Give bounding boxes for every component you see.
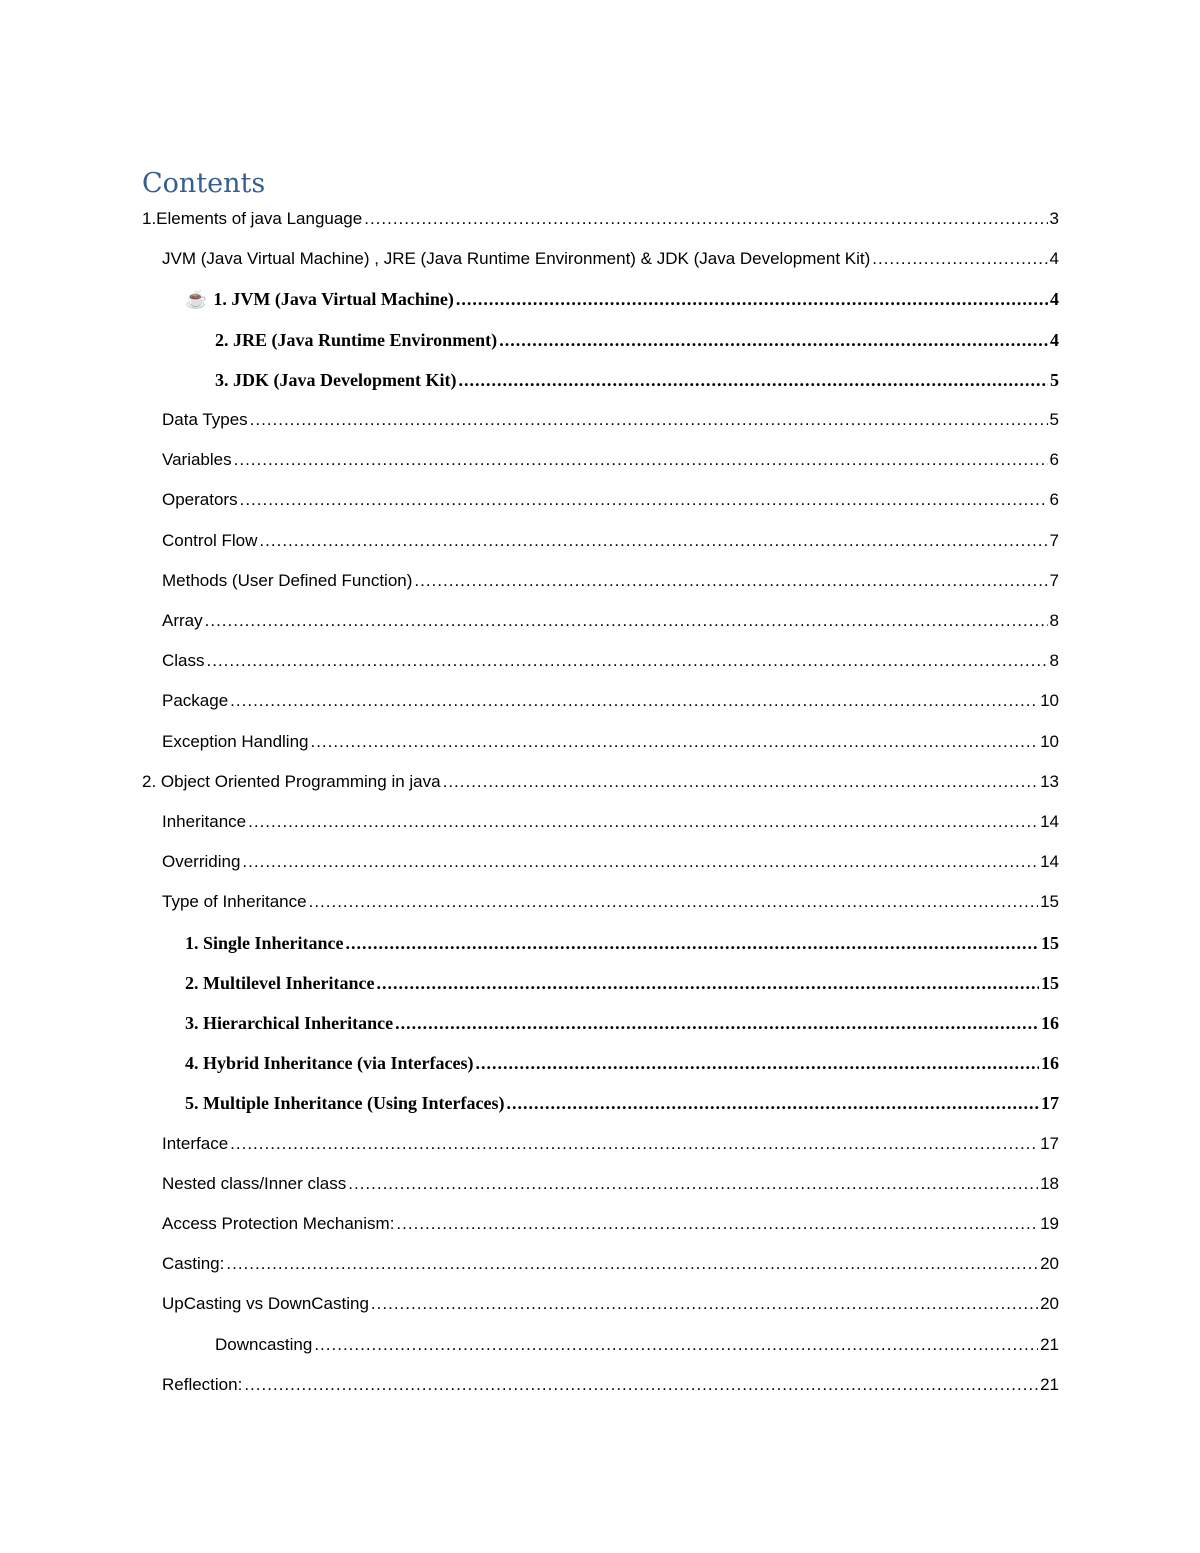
dot-leader <box>456 284 1048 314</box>
toc-page-number: 21 <box>1040 1334 1059 1354</box>
dot-leader <box>458 365 1048 395</box>
toc-entry[interactable] <box>162 1249 1059 1279</box>
dot-leader <box>250 405 1048 435</box>
toc-entry[interactable] <box>185 1048 1059 1078</box>
toc-page-number: 21 <box>1040 1374 1059 1394</box>
toc-entry-title: Data Types <box>162 410 248 429</box>
dot-leader <box>244 1370 1038 1400</box>
toc-entry[interactable] <box>162 405 1059 435</box>
toc-entry-title: Control Flow <box>162 530 258 550</box>
dot-leader <box>872 244 1047 274</box>
toc-entry-title: 2. Multilevel Inheritance <box>185 972 375 993</box>
dot-leader <box>346 928 1039 958</box>
toc-entry[interactable] <box>162 686 1059 716</box>
toc-entry-title: 2. Object Oriented Programming in java <box>142 771 441 791</box>
toc-page-number: 20 <box>1040 1254 1059 1274</box>
toc-page-number: 5 <box>1049 410 1059 429</box>
toc-heading: Contents <box>142 168 266 199</box>
toc-entry[interactable] <box>162 887 1059 917</box>
toc-entry[interactable] <box>185 284 1059 314</box>
toc-entry-title: Package <box>162 691 229 711</box>
dot-leader <box>309 887 1038 917</box>
toc-page-number: 6 <box>1049 490 1059 510</box>
toc-entry-title: Overriding <box>162 852 241 872</box>
toc-page-number: 10 <box>1040 731 1059 751</box>
toc-entry[interactable] <box>162 1169 1059 1199</box>
dot-leader <box>506 1088 1039 1118</box>
toc-entry[interactable] <box>162 566 1059 596</box>
dot-leader <box>259 526 1047 556</box>
toc-page-number: 16 <box>1041 1053 1059 1074</box>
toc-entry-title: Inheritance <box>162 812 247 831</box>
toc-page-number: 18 <box>1040 1173 1059 1193</box>
toc-entry-title: Class <box>162 651 205 671</box>
toc-page-number: 5 <box>1050 369 1059 390</box>
toc-entry-title: 1. JVM (Java Virtual Machine) <box>213 289 454 310</box>
dot-leader <box>242 847 1038 877</box>
dot-leader <box>230 686 1038 716</box>
dot-leader <box>364 204 1047 234</box>
toc-page-number: 8 <box>1049 611 1059 630</box>
toc-entry[interactable] <box>162 727 1059 757</box>
toc-entry[interactable] <box>162 807 1059 837</box>
toc-entry[interactable] <box>185 928 1059 958</box>
toc-entry[interactable] <box>162 526 1059 556</box>
toc-page-number: 17 <box>1040 1133 1059 1153</box>
dot-leader <box>248 807 1038 837</box>
toc-page-number: 14 <box>1040 852 1059 872</box>
toc-page-number: 3 <box>1049 209 1059 228</box>
dot-leader <box>314 1330 1038 1360</box>
toc-page-number: 15 <box>1041 972 1059 993</box>
coffee-cup-icon: ☕ <box>185 289 208 310</box>
toc-entry-title: JVM (Java Virtual Machine) , JRE (Java Runtime Environment) & JDK (Java Development Kit) <box>162 249 871 269</box>
toc-entry[interactable] <box>162 1289 1059 1319</box>
toc-entry-title: Exception Handling <box>162 731 309 751</box>
toc-page-number: 13 <box>1040 771 1059 791</box>
toc-page-number: 16 <box>1041 1013 1059 1033</box>
toc-entry-title: Methods (User Defined Function) <box>162 570 413 590</box>
dot-leader <box>226 1249 1038 1279</box>
toc-entry-title: Access Protection Mechanism: <box>162 1214 395 1233</box>
dot-leader <box>240 485 1048 515</box>
toc-entry-title: Downcasting <box>215 1334 313 1354</box>
dot-leader <box>234 445 1048 475</box>
toc-entry-title: UpCasting vs DownCasting <box>162 1294 369 1314</box>
toc-entry-title: Nested class/Inner class <box>162 1173 347 1193</box>
toc-page-number: 17 <box>1041 1093 1059 1114</box>
dot-leader <box>230 1129 1038 1159</box>
toc-entry[interactable] <box>215 325 1059 355</box>
toc-entry[interactable] <box>162 445 1059 475</box>
toc-entry-title: Reflection: <box>162 1374 243 1394</box>
toc-page-number: 6 <box>1049 450 1059 470</box>
toc-entry[interactable] <box>215 365 1059 395</box>
toc-entry-title: 2. JRE (Java Runtime Environment) <box>215 329 498 350</box>
toc-entry[interactable] <box>185 1088 1059 1118</box>
dot-leader <box>205 606 1048 636</box>
dot-leader <box>395 1008 1039 1038</box>
toc-entry-title: 4. Hybrid Inheritance (via Interfaces) <box>185 1053 474 1074</box>
toc-page-number: 4 <box>1050 329 1059 350</box>
toc-page-number: 4 <box>1049 249 1059 269</box>
dot-leader <box>499 325 1048 355</box>
toc-page-number: 7 <box>1049 530 1059 550</box>
dot-leader <box>348 1169 1038 1199</box>
toc-entry-title: 1. Single Inheritance <box>185 932 344 953</box>
toc-entry[interactable] <box>162 1209 1059 1239</box>
toc-page-number: 20 <box>1040 1294 1059 1314</box>
toc-entry-title: Type of Inheritance <box>162 892 307 912</box>
toc-entry[interactable] <box>162 244 1059 274</box>
toc-entry[interactable] <box>162 1370 1059 1400</box>
toc-entry[interactable] <box>162 1129 1059 1159</box>
toc-entry-title: Array <box>162 611 203 630</box>
toc-page-number: 14 <box>1040 812 1059 831</box>
toc-entry-title: Operators <box>162 490 238 510</box>
dot-leader <box>207 646 1048 676</box>
dot-leader <box>414 566 1047 596</box>
toc-entry-title: Casting: <box>162 1254 225 1274</box>
dot-leader <box>443 767 1038 797</box>
toc-page-number: 7 <box>1049 570 1059 590</box>
toc-page-number: 15 <box>1041 932 1059 953</box>
toc-entry-title: Variables <box>162 450 232 470</box>
toc-page-number: 8 <box>1049 651 1059 671</box>
toc-entry-title: 5. Multiple Inheritance (Using Interfaces) <box>185 1093 505 1114</box>
toc-page-number: 4 <box>1050 289 1059 310</box>
dot-leader <box>371 1289 1038 1319</box>
toc-entry-title: 3. JDK (Java Development Kit) <box>215 369 457 390</box>
toc-page-number: 15 <box>1040 892 1059 912</box>
dot-leader <box>310 727 1038 757</box>
toc-page-number: 19 <box>1040 1214 1059 1233</box>
dot-leader <box>376 968 1039 998</box>
toc-page-number: 10 <box>1040 691 1059 711</box>
toc-entry-title: Interface <box>162 1133 229 1153</box>
toc-entry[interactable] <box>185 1008 1059 1038</box>
toc-entry[interactable] <box>162 606 1059 636</box>
dot-leader <box>475 1048 1039 1078</box>
toc-entry[interactable] <box>142 204 1059 234</box>
toc-entry-title: 3. Hierarchical Inheritance <box>185 1013 394 1033</box>
toc-entry[interactable] <box>162 485 1059 515</box>
toc-entry[interactable] <box>142 767 1059 797</box>
toc-entry[interactable] <box>185 968 1059 998</box>
toc-entry[interactable] <box>215 1330 1059 1360</box>
dot-leader <box>396 1209 1038 1239</box>
toc-entry-title: 1.Elements of java Language <box>142 209 363 228</box>
toc-entry[interactable] <box>162 646 1059 676</box>
toc-entry[interactable] <box>162 847 1059 877</box>
